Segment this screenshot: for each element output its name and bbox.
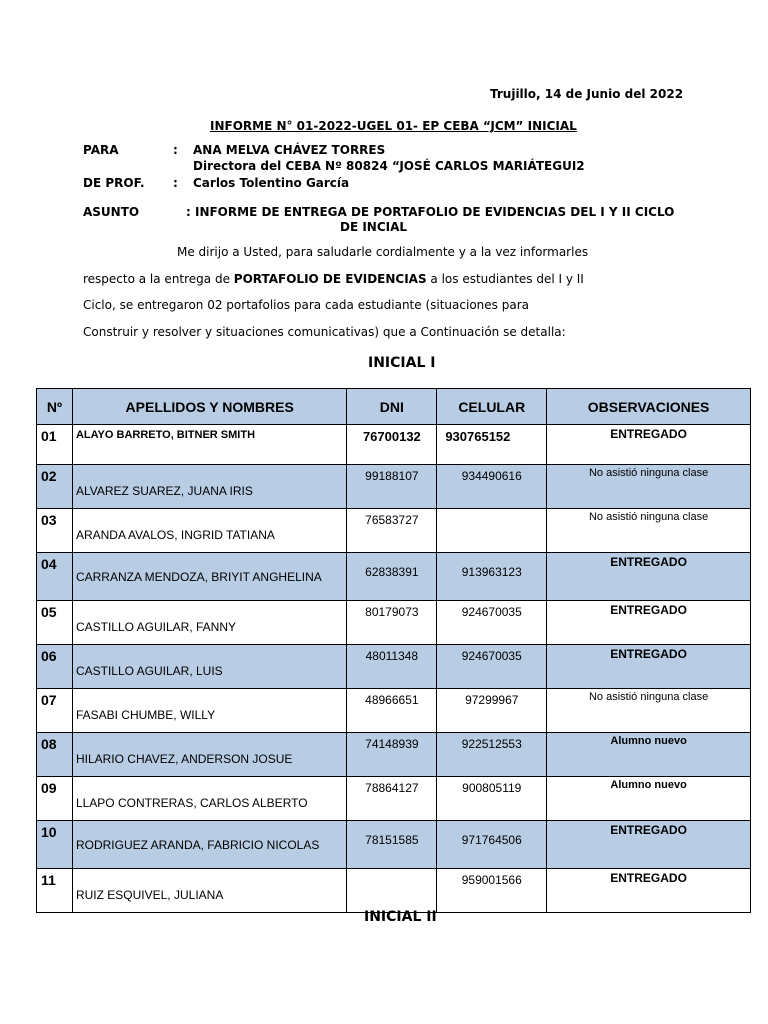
paragraph-text: respecto a la entrega de bbox=[83, 272, 234, 286]
paragraph-line-2 bbox=[83, 272, 584, 286]
header-dni: DNI bbox=[347, 389, 437, 425]
row-observation: ENTREGADO bbox=[547, 645, 751, 689]
row-number: 09 bbox=[37, 777, 73, 821]
row-phone bbox=[437, 509, 547, 553]
row-name: RODRIGUEZ ARANDA, FABRICIO NICOLAS bbox=[72, 821, 346, 869]
row-phone: 97299967 bbox=[437, 689, 547, 733]
row-number: 08 bbox=[37, 733, 73, 777]
table-row bbox=[37, 553, 751, 601]
para-role: Directora del CEBA Nº 80824 “JOSÉ CARLOS MARIÁTEGUI2 bbox=[193, 159, 585, 173]
table-row bbox=[37, 509, 751, 553]
row-observation: ENTREGADO bbox=[547, 553, 751, 601]
de-label: DE PROF. bbox=[83, 176, 145, 190]
header-observations: OBSERVACIONES bbox=[547, 389, 751, 425]
table-row bbox=[37, 465, 751, 509]
row-number: 06 bbox=[37, 645, 73, 689]
paragraph-line-1: Me dirijo a Usted, para saludarle cordialmente y a la vez informarles bbox=[177, 245, 589, 259]
paragraph-line-3: Ciclo, se entregaron 02 portafolios para cada estudiante (situaciones para bbox=[83, 298, 529, 312]
header-phone: CELULAR bbox=[437, 389, 547, 425]
asunto-line2: DE INCIAL bbox=[340, 220, 408, 234]
row-dni: 99188107 bbox=[347, 465, 437, 509]
row-dni: 48966651 bbox=[347, 689, 437, 733]
row-number: 03 bbox=[37, 509, 73, 553]
asunto-label: ASUNTO bbox=[83, 205, 140, 219]
row-name: ALVAREZ SUAREZ, JUANA IRIS bbox=[72, 465, 346, 509]
table-row bbox=[37, 777, 751, 821]
row-observation: ENTREGADO bbox=[547, 601, 751, 645]
row-dni: 48011348 bbox=[347, 645, 437, 689]
report-date: Trujillo, 14 de Junio del 2022 bbox=[490, 87, 684, 101]
table-row bbox=[37, 821, 751, 869]
row-phone: 913963123 bbox=[437, 553, 547, 601]
row-phone: 924670035 bbox=[437, 645, 547, 689]
row-number: 05 bbox=[37, 601, 73, 645]
row-name: RUIZ ESQUIVEL, JULIANA bbox=[72, 869, 346, 913]
row-dni: 78864127 bbox=[347, 777, 437, 821]
header-number: Nº bbox=[37, 389, 73, 425]
row-observation: Alumno nuevo bbox=[547, 777, 751, 821]
row-name: LLAPO CONTRERAS, CARLOS ALBERTO bbox=[72, 777, 346, 821]
row-number: 07 bbox=[37, 689, 73, 733]
report-title: INFORME N° 01-2022-UGEL 01- EP CEBA “JCM” INICIAL bbox=[210, 119, 577, 133]
row-observation: No asistió ninguna clase bbox=[547, 689, 751, 733]
row-phone: 922512553 bbox=[437, 733, 547, 777]
table-row bbox=[37, 689, 751, 733]
row-phone: 959001566 bbox=[437, 869, 547, 913]
row-name: CASTILLO AGUILAR, LUIS bbox=[72, 645, 346, 689]
row-number: 11 bbox=[37, 869, 73, 913]
row-dni: 74148939 bbox=[347, 733, 437, 777]
table-row bbox=[37, 645, 751, 689]
row-observation: No asistió ninguna clase bbox=[547, 509, 751, 553]
row-phone: 934490616 bbox=[437, 465, 547, 509]
row-phone: 900805119 bbox=[437, 777, 547, 821]
table-row bbox=[37, 733, 751, 777]
para-colon: : bbox=[173, 143, 178, 157]
row-observation: ENTREGADO bbox=[547, 425, 751, 465]
paragraph-line-4: Construir y resolver y situaciones comunicativas) que a Continuación se detalla: bbox=[83, 325, 566, 339]
row-phone: 930765152 bbox=[437, 425, 547, 465]
row-number: 10 bbox=[37, 821, 73, 869]
section-title-inicial-1: INICIAL I bbox=[368, 355, 436, 371]
row-number: 04 bbox=[37, 553, 73, 601]
row-observation: ENTREGADO bbox=[547, 821, 751, 869]
row-name: ALAYO BARRETO, BITNER SMITH bbox=[72, 425, 346, 465]
para-label: PARA bbox=[83, 143, 119, 157]
para-name: ANA MELVA CHÁVEZ TORRES bbox=[193, 143, 386, 157]
row-observation: ENTREGADO bbox=[547, 869, 751, 913]
row-dni bbox=[347, 869, 437, 913]
students-table bbox=[36, 388, 751, 913]
row-name: CASTILLO AGUILAR, FANNY bbox=[72, 601, 346, 645]
row-dni: 78151585 bbox=[347, 821, 437, 869]
table-row bbox=[37, 425, 751, 465]
row-phone: 924670035 bbox=[437, 601, 547, 645]
row-observation: Alumno nuevo bbox=[547, 733, 751, 777]
portfolio-emphasis: PORTAFOLIO DE EVIDENCIAS bbox=[233, 272, 427, 286]
row-observation: No asistió ninguna clase bbox=[547, 465, 751, 509]
de-colon: : bbox=[173, 176, 178, 190]
row-name: FASABI CHUMBE, WILLY bbox=[72, 689, 346, 733]
table-row bbox=[37, 869, 751, 913]
row-number: 02 bbox=[37, 465, 73, 509]
asunto-line1: : INFORME DE ENTREGA DE PORTAFOLIO DE EVIDENCIAS DEL I Y II CICLO bbox=[186, 205, 675, 219]
table-row bbox=[37, 601, 751, 645]
row-dni: 76700132 bbox=[347, 425, 437, 465]
de-name: Carlos Tolentino García bbox=[193, 176, 350, 190]
row-dni: 62838391 bbox=[347, 553, 437, 601]
row-phone: 971764506 bbox=[437, 821, 547, 869]
row-name: HILARIO CHAVEZ, ANDERSON JOSUE bbox=[72, 733, 346, 777]
row-number: 01 bbox=[37, 425, 73, 465]
row-name: ARANDA AVALOS, INGRID TATIANA bbox=[72, 509, 346, 553]
row-dni: 76583727 bbox=[347, 509, 437, 553]
row-name: CARRANZA MENDOZA, BRIYIT ANGHELINA bbox=[72, 553, 346, 601]
header-names: APELLIDOS Y NOMBRES bbox=[72, 389, 346, 425]
paragraph-text: a los estudiantes del I y II bbox=[426, 272, 584, 286]
section-title-inicial-2: INICIAL II bbox=[364, 909, 437, 925]
row-dni: 80179073 bbox=[347, 601, 437, 645]
